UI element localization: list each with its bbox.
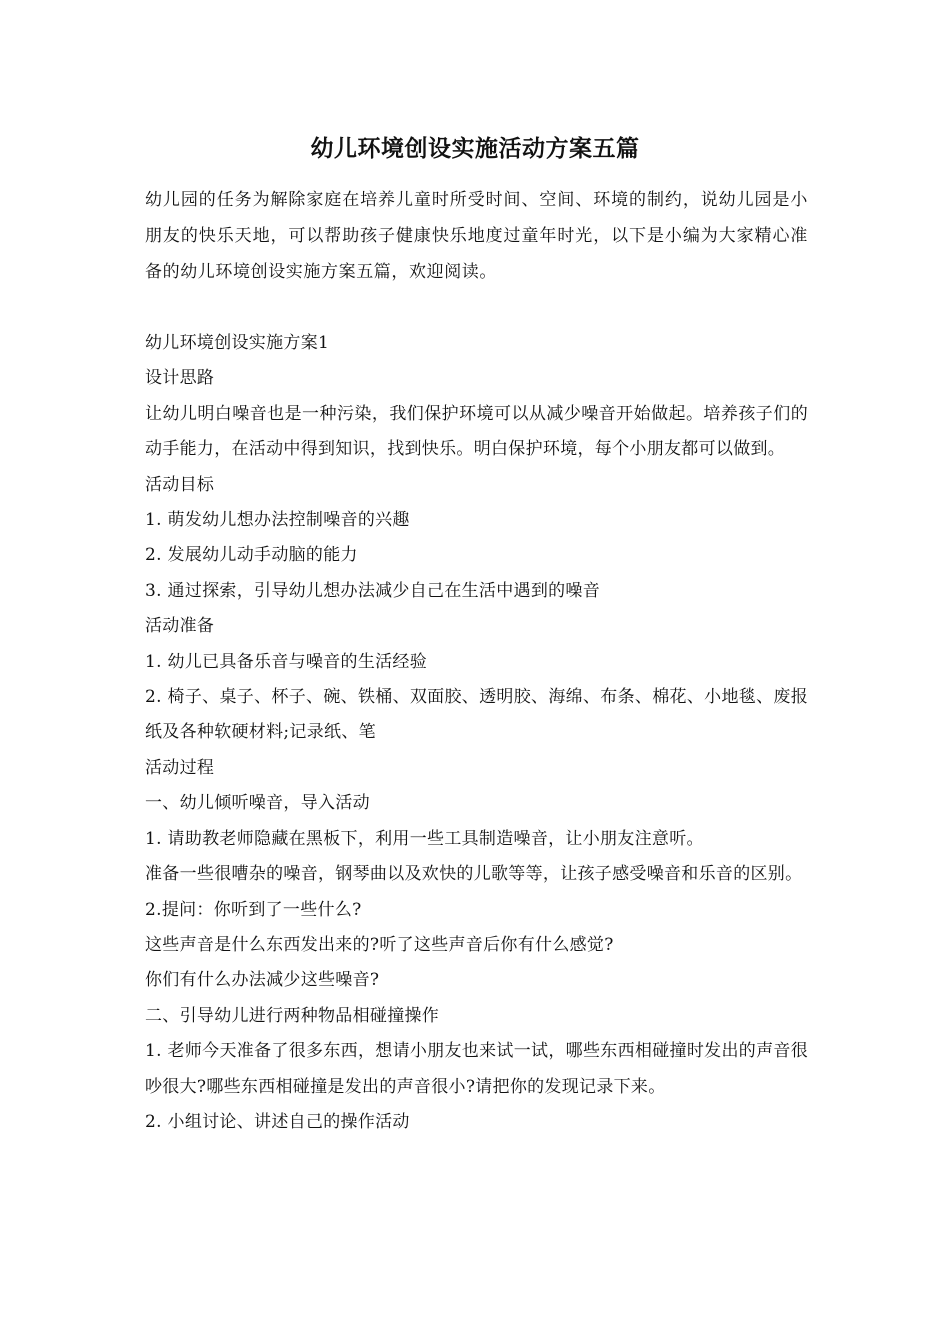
list-item: 2.提问：你听到了一些什么?: [145, 899, 362, 920]
list-item: 1. 老师今天准备了很多东西，想请小朋友也来试一试，哪些东西相碰撞时发出的声音很吵很大?哪些东西相碰撞是发出的声音很小?请把你的发现记录下来。: [145, 1041, 808, 1097]
section-heading: 幼儿环境创设实施方案1: [145, 333, 330, 353]
step-heading: 二、引导幼儿进行两种物品相碰撞操作: [145, 1005, 440, 1026]
document-body: [145, 326, 808, 1140]
subheading-goals: 活动目标: [145, 474, 215, 495]
subheading-process: 活动过程: [145, 757, 215, 778]
document-title: 幼儿环境创设实施活动方案五篇: [310, 135, 640, 162]
intro-paragraph: 幼儿园的任务为解除家庭在培养儿童时所受时间、空间、环境的制约，说幼儿园是小朋友的快乐天地，可以帮助孩子健康快乐地度过童年时光，以下是小编为大家精心准备的幼儿环境创设实施方案五篇，欢迎阅读。: [145, 190, 808, 282]
list-item: 2. 小组讨论、讲述自己的操作活动: [145, 1111, 410, 1132]
list-item: 3. 通过探索，引导幼儿想办法减少自己在生活中遇到的噪音: [145, 580, 601, 601]
list-item: 2. 发展幼儿动手动脑的能力: [145, 545, 358, 566]
list-item: 1. 幼儿已具备乐音与噪音的生活经验: [145, 651, 428, 672]
body-paragraph: 这些声音是什么东西发出来的?听了这些声音后你有什么感觉?: [145, 934, 614, 955]
list-item: 1. 请助教老师隐藏在黑板下，利用一些工具制造噪音，让小朋友注意听。: [145, 828, 704, 849]
subheading-design: 设计思路: [145, 368, 215, 389]
body-paragraph: 你们有什么办法减少这些噪音?: [145, 970, 380, 991]
list-item: 2. 椅子、桌子、杯子、碗、铁桶、双面胶、透明胶、海绵、布条、棉花、小地毯、废报纸及各种软硬材料;记录纸、笔: [145, 687, 808, 743]
step-heading: 一、幼儿倾听噪音，导入活动: [145, 793, 370, 814]
body-paragraph: 准备一些很嘈杂的噪音，钢琴曲以及欢快的儿歌等等，让孩子感受噪音和乐音的区别。: [145, 864, 803, 885]
subheading-preparation: 活动准备: [145, 616, 215, 637]
list-item: 1. 萌发幼儿想办法控制噪音的兴趣: [145, 510, 410, 531]
body-paragraph: 让幼儿明白噪音也是一种污染，我们保护环境可以从减少噪音开始做起。培养孩子们的动手能力，在活动中得到知识，找到快乐。明白保护环境，每个小朋友都可以做到。: [145, 403, 808, 460]
